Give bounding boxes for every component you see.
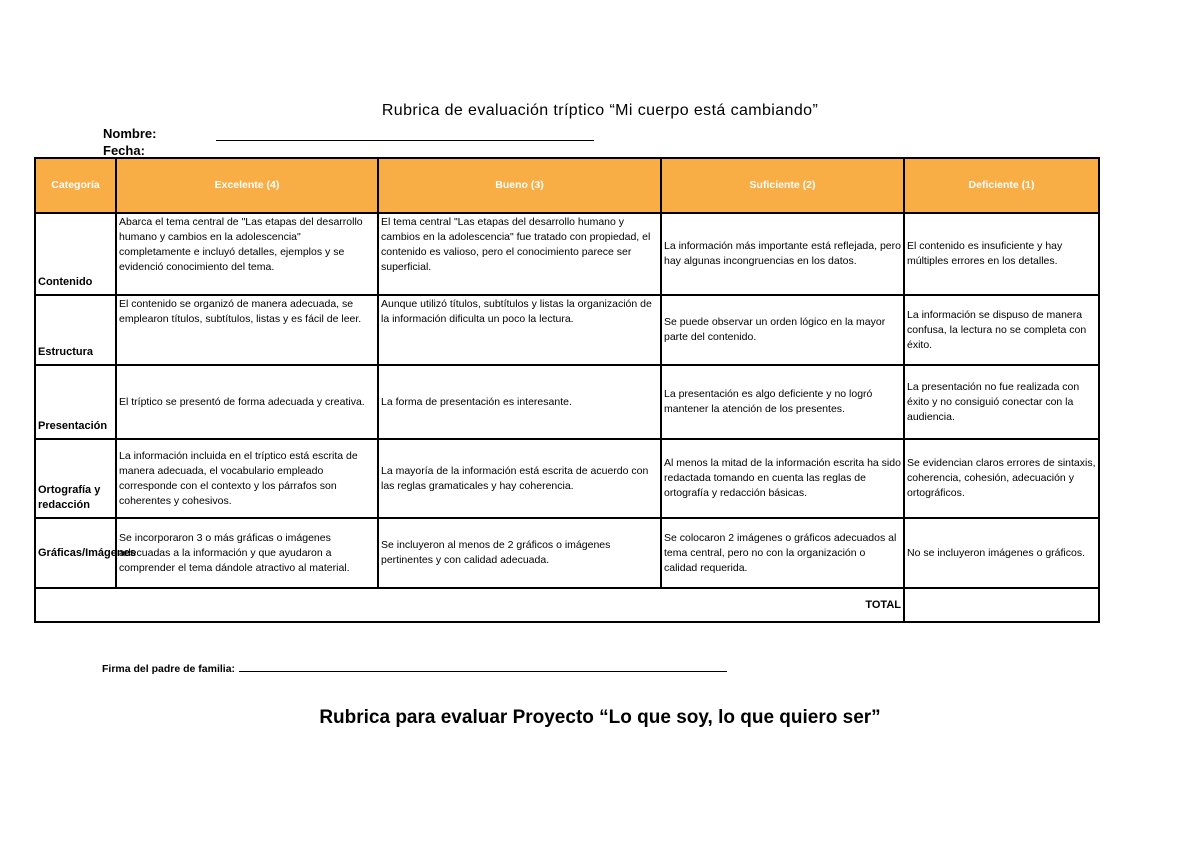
rubric-cell: La información más importante está reflejada, pero hay algunas incongruencias en los datos. xyxy=(661,213,904,295)
total-value-cell xyxy=(904,588,1099,622)
rubric-cell: El tríptico se presentó de forma adecuada y creativa. xyxy=(116,365,378,439)
signature-label: Firma del padre de familia: xyxy=(102,663,236,675)
category-cell: Ortografía y redacción xyxy=(35,439,116,518)
rubric-cell: El contenido se organizó de manera adecuada, se emplearon títulos, subtítulos, listas y es fácil de leer. xyxy=(116,295,378,365)
project-title: Rubrica para evaluar Proyecto “Lo que soy, lo que quiero ser” xyxy=(319,707,881,728)
table-row xyxy=(35,365,1099,439)
table-row xyxy=(35,295,1099,365)
name-label: Nombre: xyxy=(103,126,157,141)
rubric-cell: La información se dispuso de manera confusa, la lectura no se completa con éxito. xyxy=(904,295,1099,365)
category-cell: Gráficas/Imágenes xyxy=(35,518,116,588)
total-row xyxy=(35,588,1099,622)
name-underline xyxy=(216,140,594,141)
signature-line xyxy=(102,662,727,675)
rubric-table xyxy=(34,157,1100,623)
rubric-cell: La presentación no fue realizada con éxito y no consiguió conectar con la audiencia. xyxy=(904,365,1099,439)
header-suficiente: Suficiente (2) xyxy=(661,158,904,213)
rubric-cell: Aunque utilizó títulos, subtítulos y listas la organización de la información dificulta un poco la lectura. xyxy=(378,295,661,365)
rubric-cell: Se incluyeron al menos de 2 gráficos o imágenes pertinentes y con calidad adecuada. xyxy=(378,518,661,588)
total-label: TOTAL xyxy=(35,588,904,622)
rubric-cell: La información incluida en el tríptico está escrita de manera adecuada, el vocabulario empleado corresponde con el contexto y los párrafos son coherentes y cohesivos. xyxy=(116,439,378,518)
table-row xyxy=(35,439,1099,518)
table-row xyxy=(35,518,1099,588)
rubric-cell: Se incorporaron 3 o más gráficas o imágenes adecuadas a la información y que ayudaron a comprender el tema dándole atractivo al material. xyxy=(116,518,378,588)
header-row xyxy=(35,158,1099,213)
category-cell: Estructura xyxy=(35,295,116,365)
rubric-cell: La presentación es algo deficiente y no logró mantener la atención de los presentes. xyxy=(661,365,904,439)
category-cell: Contenido xyxy=(35,213,116,295)
header-deficiente: Deficiente (1) xyxy=(904,158,1099,213)
rubric-cell: La forma de presentación es interesante. xyxy=(378,365,661,439)
header-excelente: Excelente (4) xyxy=(116,158,378,213)
rubric-cell: El contenido es insuficiente y hay múltiples errores en los detalles. xyxy=(904,213,1099,295)
header-category: Categoría xyxy=(35,158,116,213)
table-row xyxy=(35,213,1099,295)
rubric-cell: La mayoría de la información está escrita de acuerdo con las reglas gramaticales y hay coherencia. xyxy=(378,439,661,518)
rubric-cell: No se incluyeron imágenes o gráficos. xyxy=(904,518,1099,588)
date-label: Fecha: xyxy=(103,143,145,158)
header-bueno: Bueno (3) xyxy=(378,158,661,213)
category-cell: Presentación xyxy=(35,365,116,439)
document-title: Rubrica de evaluación tríptico “Mi cuerpo está cambiando” xyxy=(381,102,819,119)
signature-underline xyxy=(239,662,727,672)
rubric-cell: El tema central "Las etapas del desarrollo humano y cambios en la adolescencia" fue tratado con propiedad, el contenido es valioso, pero el conocimiento parece ser superficial. xyxy=(378,213,661,295)
rubric-cell: Se colocaron 2 imágenes o gráficos adecuados al tema central, pero no con la organización o calidad requerida. xyxy=(661,518,904,588)
rubric-cell: Se puede observar un orden lógico en la mayor parte del contenido. xyxy=(661,295,904,365)
rubric-cell: Abarca el tema central de "Las etapas del desarrollo humano y cambios en la adolescencia" completamente e incluyó detalles, ejemplos y se evidenció conocimiento del tema. xyxy=(116,213,378,295)
rubric-cell: Al menos la mitad de la información escrita ha sido redactada tomando en cuenta las reglas de ortografía y redacción básicas. xyxy=(661,439,904,518)
rubric-cell: Se evidencian claros errores de sintaxis, coherencia, cohesión, adecuación y ortográficos. xyxy=(904,439,1099,518)
